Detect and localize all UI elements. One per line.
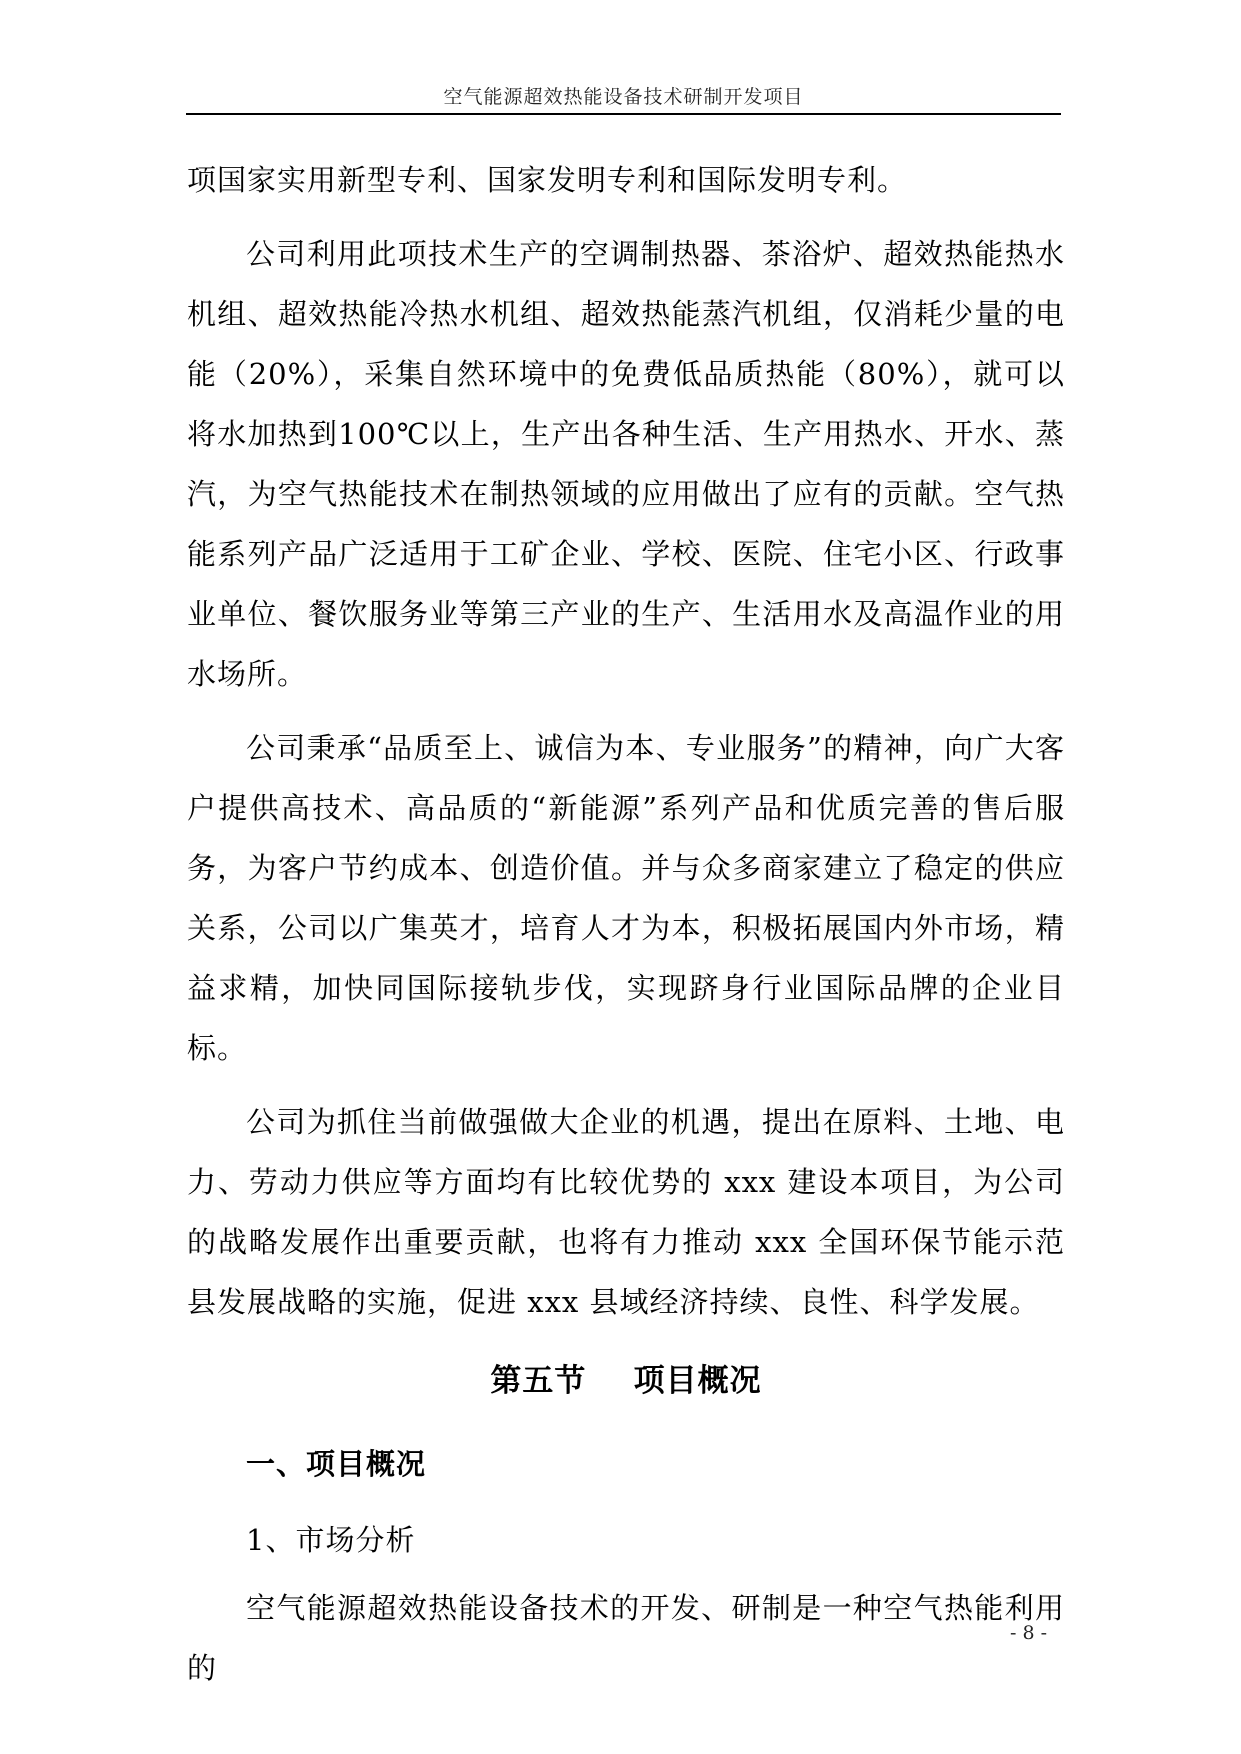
paragraph-1: 项国家实用新型专利、国家发明专利和国际发明专利。 [187, 163, 908, 197]
header-divider [186, 113, 1061, 115]
page-number: - 8 - [1010, 1622, 1048, 1644]
item-heading: 1、市场分析 [246, 1523, 416, 1557]
page-body [187, 150, 1065, 1698]
paragraph-4: 公司为抓住当前做强做大企业的机遇，提出在原料、土地、电力、劳动力供应等方面均有比较优势的 xxx 建设本项目，为公司的战略发展作出重要贡献，也将有力推动 xxx 全国环保节能示范县发展战略的实施，促进 xxx 县域经济持续、良性、科学发展。 [187, 1105, 1065, 1319]
subheading: 一、项目概况 [246, 1447, 427, 1481]
paragraph-5: 空气能源超效热能设备技术的开发、研制是一种空气热能利用的 [187, 1591, 1065, 1685]
running-header: 空气能源超效热能设备技术研制开发项目 [443, 86, 804, 108]
paragraph-3: 公司秉承“品质至上、诚信为本、专业服务”的精神，向广大客户提供高技术、高品质的“新能源”系列产品和优质完善的售后服务，为客户节约成本、创造价值。并与众多商家建立了稳定的供应关系，公司以广集英才，培育人才为本，积极拓展国内外市场，精益求精，加快同国际接轨步伐，实现跻身行业国际品牌的企业目标。 [187, 731, 1065, 1065]
section-title: 第五节 项目概况 [490, 1363, 762, 1399]
paragraph-2: 公司利用此项技术生产的空调制热器、茶浴炉、超效热能热水机组、超效热能冷热水机组、超效热能蒸汽机组，仅消耗少量的电能（20%），采集自然环境中的免费低品质热能（80%），就可以将水加热到100℃以上，生产出各种生活、生产用热水、开水、蒸汽，为空气热能技术在制热领域的应用做出了应有的贡献。空气热能系列产品广泛适用于工矿企业、学校、医院、住宅小区、行政事业单位、餐饮服务业等第三产业的生产、生活用水及高温作业的用水场所。 [187, 237, 1065, 691]
